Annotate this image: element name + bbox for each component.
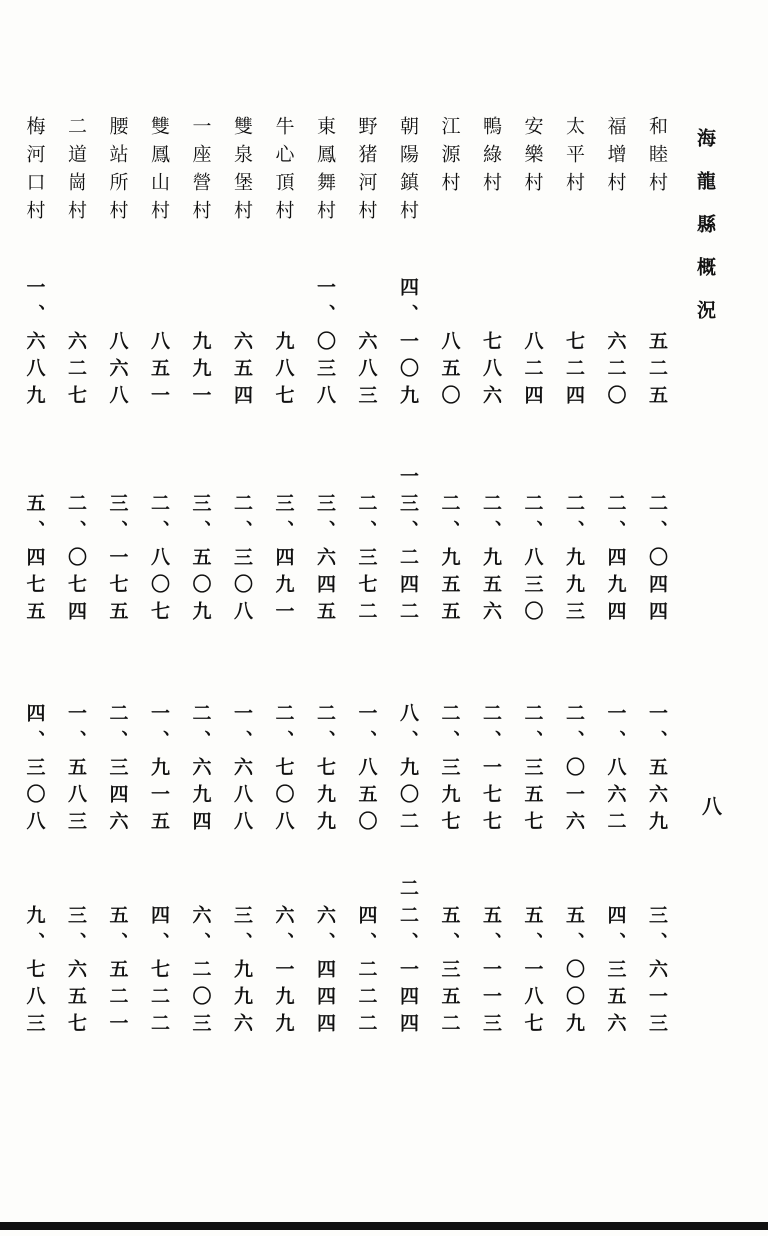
village-column — [20, 0, 50, 1236]
village-name: 一座營村 — [189, 116, 212, 228]
village-column — [103, 0, 133, 1236]
village-column — [601, 0, 631, 1236]
value-cell: 五、三五二 — [438, 905, 461, 1040]
value-cell: 二、九五五 — [438, 493, 461, 628]
value-cell: 一三、二四二 — [397, 466, 419, 628]
value-cell: 五、五二一 — [106, 905, 129, 1040]
village-name: 朝陽鎮村 — [397, 116, 419, 228]
value-cell: 三、六一三 — [646, 905, 668, 1040]
value-cell: 一、六八九 — [23, 277, 46, 412]
value-cell: 六、一九九 — [272, 905, 295, 1040]
value-cell: 二、九五六 — [480, 493, 502, 628]
value-cell: 六八三 — [355, 331, 378, 412]
village-name: 梅河口村 — [23, 116, 46, 228]
value-cell: 二二、一四四 — [397, 878, 419, 1040]
village-column — [269, 0, 299, 1236]
value-cell: 二、〇七四 — [65, 493, 87, 628]
village-column — [518, 0, 548, 1236]
value-cell: 四、二二二 — [355, 905, 378, 1040]
village-column — [559, 0, 589, 1236]
value-cell: 五、一一三 — [480, 905, 502, 1040]
value-cell: 一、九一五 — [148, 703, 170, 838]
village-name: 東鳳舞村 — [314, 116, 336, 228]
value-cell: 八六八 — [106, 331, 129, 412]
village-name: 腰站所村 — [106, 116, 129, 228]
village-column — [435, 0, 465, 1236]
value-cell: 二、三七二 — [355, 493, 378, 628]
value-cell: 六、四四四 — [314, 905, 336, 1040]
page-number: 八 — [702, 794, 722, 818]
value-cell: 二、四九四 — [604, 493, 627, 628]
village-column — [310, 0, 340, 1236]
value-cell: 一、〇三八 — [314, 277, 336, 412]
value-cell: 二、三〇八 — [231, 493, 253, 628]
value-cell: 五、四七五 — [23, 493, 46, 628]
value-cell: 二、六九四 — [189, 703, 212, 838]
village-column — [642, 0, 672, 1236]
value-cell: 二、八〇七 — [148, 493, 170, 628]
village-name: 福增村 — [604, 116, 627, 200]
value-cell: 六、二〇三 — [189, 905, 212, 1040]
value-cell: 九、七八三 — [23, 905, 46, 1040]
value-cell: 八、九〇二 — [397, 703, 419, 838]
value-cell: 九八七 — [272, 331, 295, 412]
value-cell: 二、七〇八 — [272, 703, 295, 838]
value-cell: 八五一 — [148, 331, 170, 412]
village-column — [144, 0, 174, 1236]
value-cell: 一、八五〇 — [355, 703, 378, 838]
value-cell: 五、〇〇九 — [563, 905, 585, 1040]
value-cell: 六二〇 — [604, 331, 627, 412]
value-cell: 五、一八七 — [521, 905, 544, 1040]
value-cell: 八五〇 — [438, 331, 461, 412]
value-cell: 五二五 — [646, 331, 668, 412]
value-cell: 七八六 — [480, 331, 502, 412]
village-column — [476, 0, 506, 1236]
value-cell: 六二七 — [65, 331, 87, 412]
value-cell: 八二四 — [521, 331, 544, 412]
village-column — [352, 0, 382, 1236]
value-cell: 三、六五七 — [65, 905, 87, 1040]
value-cell: 三、四九一 — [272, 493, 295, 628]
value-cell: 三、五〇九 — [189, 493, 212, 628]
value-cell: 七二四 — [563, 331, 585, 412]
village-name: 二道崗村 — [65, 116, 87, 228]
village-column — [186, 0, 216, 1236]
value-cell: 二、八三〇 — [521, 493, 544, 628]
value-cell: 四、三〇八 — [23, 703, 46, 838]
village-name: 牛心頂村 — [272, 116, 295, 228]
value-cell: 二、七九九 — [314, 703, 336, 838]
header-title: 海龍縣概況 — [694, 128, 716, 343]
village-name: 雙泉堡村 — [231, 116, 253, 228]
value-cell: 一、八六二 — [604, 703, 627, 838]
village-name: 野猪河村 — [355, 116, 378, 228]
value-cell: 二、九九三 — [563, 493, 585, 628]
village-name: 江源村 — [438, 116, 461, 200]
value-cell: 一、六八八 — [231, 703, 253, 838]
value-cell: 一、五八三 — [65, 703, 87, 838]
value-cell: 四、一〇九 — [397, 277, 419, 412]
value-cell: 九九一 — [189, 331, 212, 412]
village-name: 安樂村 — [521, 116, 544, 200]
village-column — [61, 0, 91, 1236]
value-cell: 四、七二二 — [148, 905, 170, 1040]
value-cell: 二、〇一六 — [563, 703, 585, 838]
scan-edge — [0, 1222, 768, 1230]
value-cell: 六五四 — [231, 331, 253, 412]
value-cell: 三、一七五 — [106, 493, 129, 628]
value-cell: 一、五六九 — [646, 703, 668, 838]
value-cell: 二、一七七 — [480, 703, 502, 838]
village-name: 鴨綠村 — [480, 116, 502, 200]
village-name: 太平村 — [563, 116, 585, 200]
village-name: 雙鳳山村 — [148, 116, 170, 228]
value-cell: 二、三五七 — [521, 703, 544, 838]
value-cell: 四、三五六 — [604, 905, 627, 1040]
village-column — [393, 0, 423, 1236]
value-cell: 三、九九六 — [231, 905, 253, 1040]
value-cell: 三、六四五 — [314, 493, 336, 628]
village-column — [227, 0, 257, 1236]
value-cell: 二、三九七 — [438, 703, 461, 838]
village-name: 和睦村 — [646, 116, 668, 200]
value-cell: 二、三四六 — [106, 703, 129, 838]
value-cell: 二、〇四四 — [646, 493, 668, 628]
